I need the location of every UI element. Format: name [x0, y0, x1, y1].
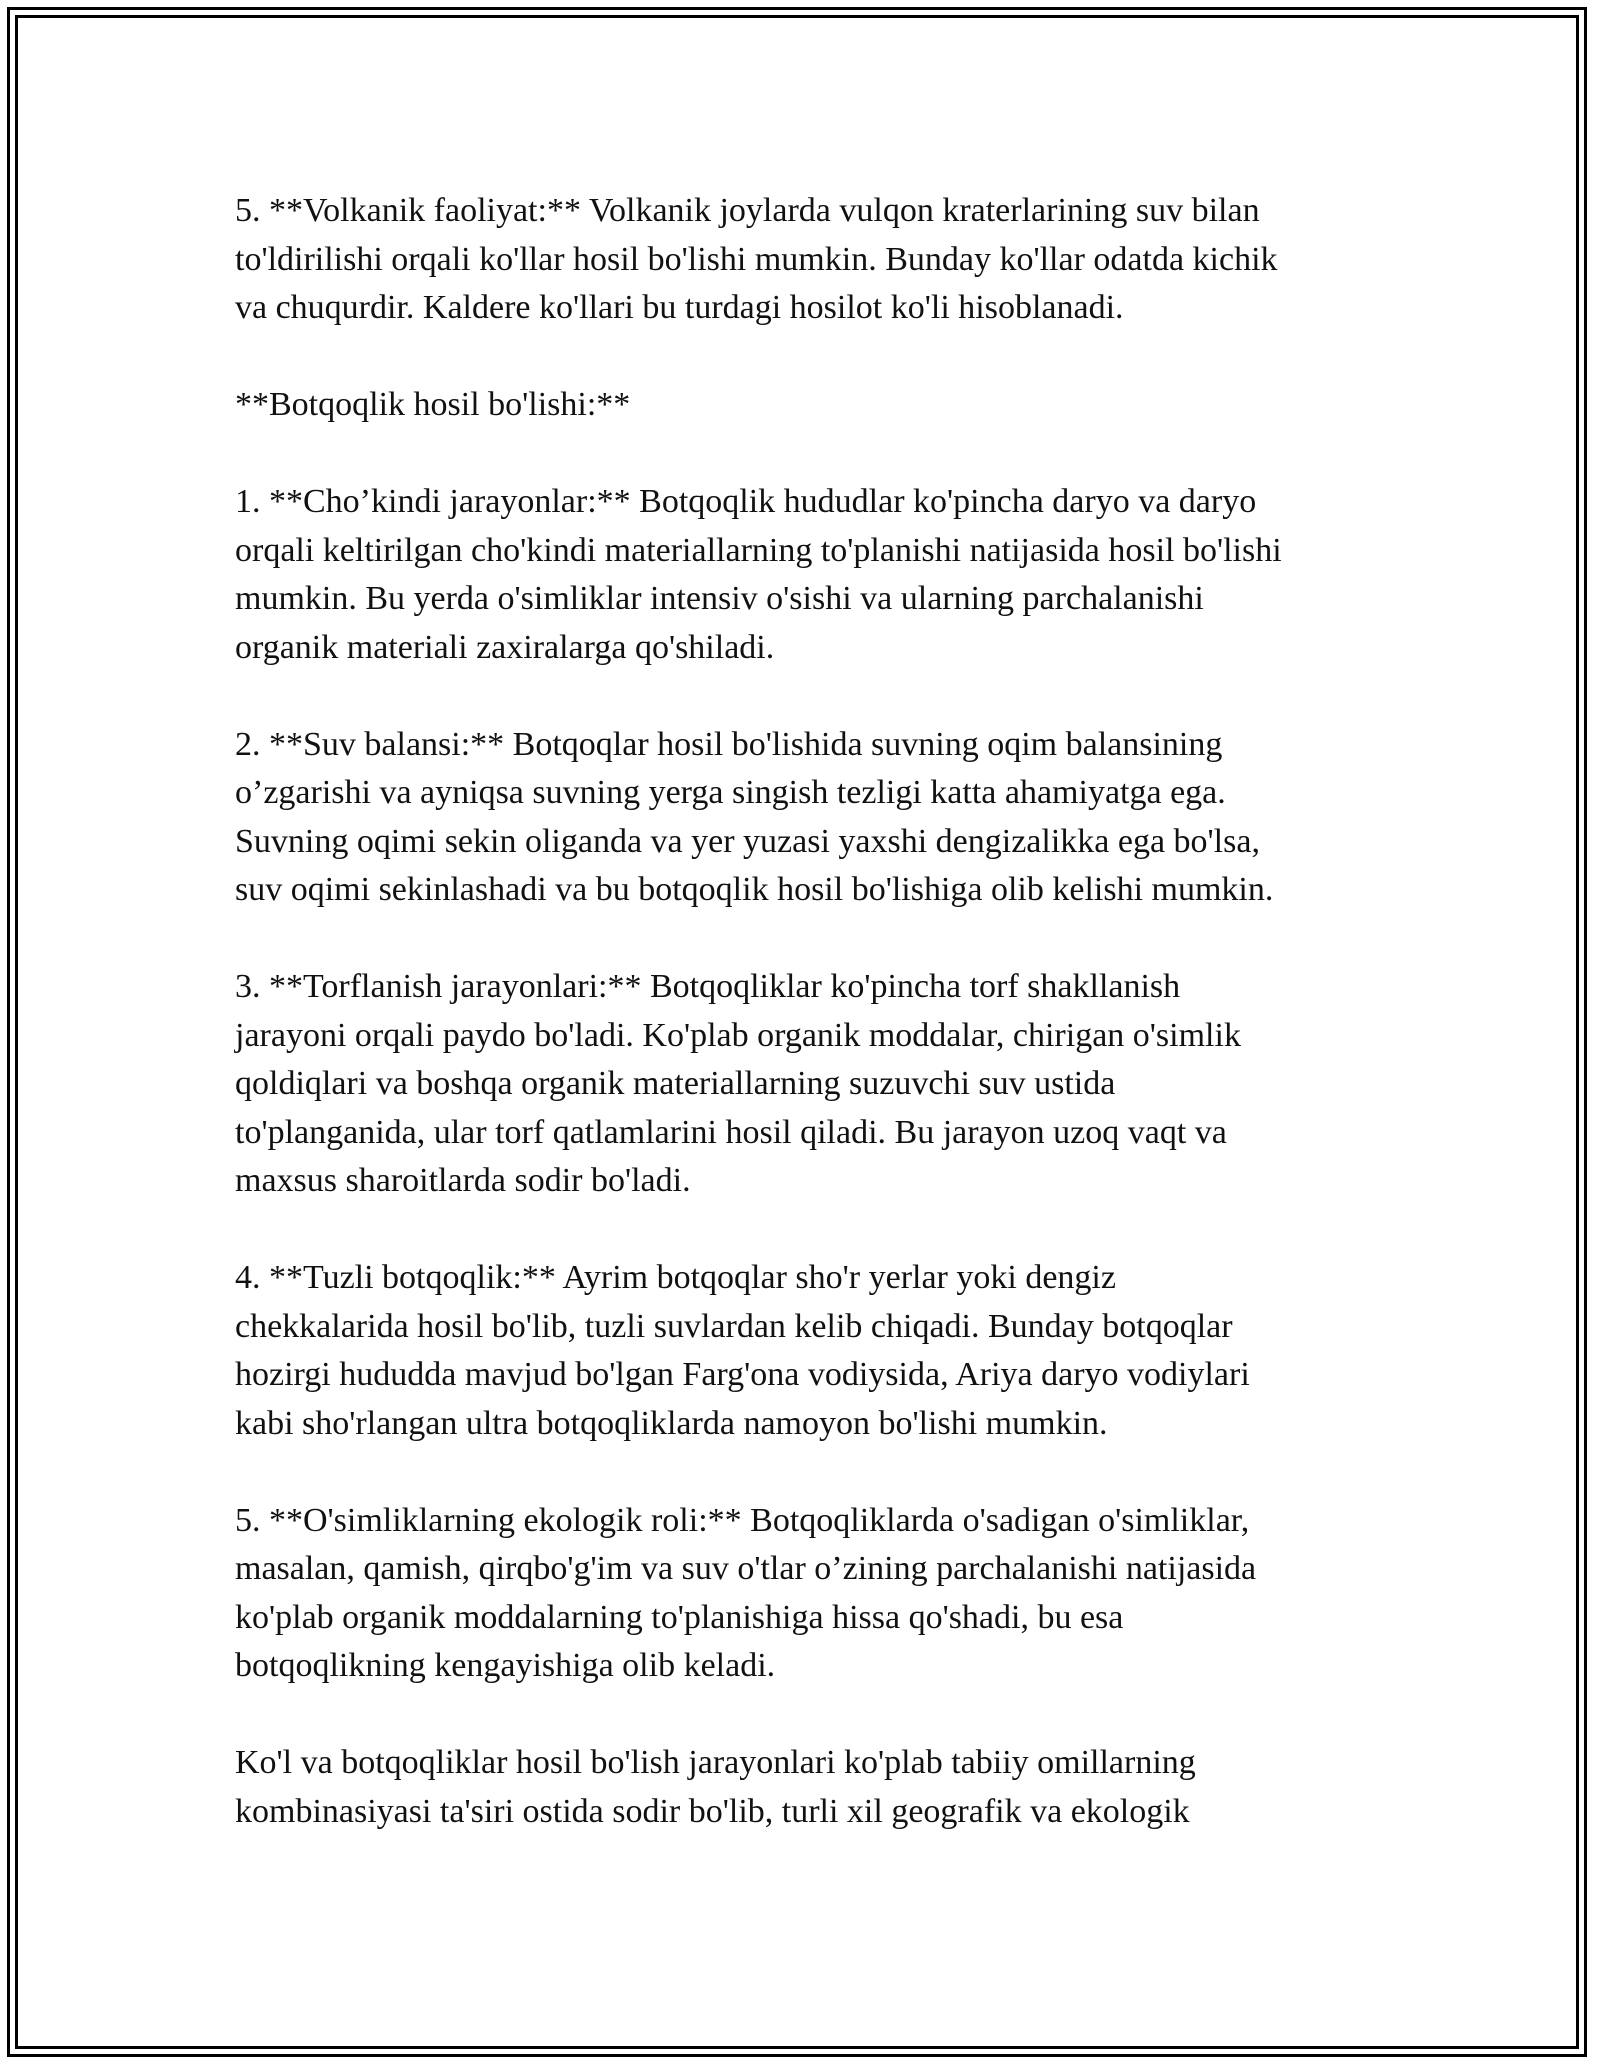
paragraph-plant-ecological-role: 5. **O'simliklarning ekologik roli:** Botqoqliklarda o'sadigan o'simliklar, masalan, qamish, qirqbo'g'im va suv o'tlar o’zining parchalanishi natijasida ko'plab organik moddalarning to'planishiga hissa qo'shadi, bu esa botqoqlikning kengayishiga olib keladi.: [235, 1501, 1257, 1684]
paragraph-volcanic-activity: 5. **Volkanik faoliyat:** Volkanik joylarda vulqon kraterlarining suv bilan to'ldirilishi orqali ko'llar hosil bo'lishi mumkin. Bunday ko'llar odatda kichik va chuqurdir. Kaldere ko'llari bu turdagi hosilot ko'li hisoblanadi.: [235, 192, 1278, 326]
section-heading-swamp-formation: **Botqoqlik hosil bo'lishi:**: [235, 386, 631, 423]
paragraph-peat-formation: 3. **Torflanish jarayonlari:** Botqoqliklar ko'pincha torf shakllanish jarayoni orqali paydo bo'ladi. Ko'plab organik moddalar, chirigan o'simlik qoldiqlari va boshqa organik materiallarning suzuvchi suv ustida to'planganida, ular torf qatlamlarini hosil qiladi. Bu jarayon uzoq vaqt va maxsus sharoitlarda sodir bo'ladi.: [235, 968, 1241, 1199]
paragraph-water-balance: 2. **Suv balansi:** Botqoqlar hosil bo'lishida suvning oqim balansining o’zgarishi va ayniqsa suvning yerga singish tezligi katta ahamiyatga ega. Suvning oqimi sekin oliganda va yer yuzasi yaxshi dengizalikka ega bo'lsa, suv oqimi sekinlashadi va bu botqoqlik hosil bo'lishiga olib kelishi mumkin.: [235, 725, 1274, 908]
document-body: [235, 187, 1385, 1836]
paragraph-saline-swamp: 4. **Tuzli botqoqlik:** Ayrim botqoqlar sho'r yerlar yoki dengiz chekkalarida hosil bo'lib, tuzli suvlardan kelib chiqadi. Bunday botqoqlar hozirgi hududda mavjud bo'lgan Farg'ona vodiysida, Ariya daryo vodiylari kabi sho'rlangan ultra botqoqliklarda namoyon bo'lishi mumkin.: [235, 1259, 1250, 1442]
paragraph-sedimentation: 1. **Cho’kindi jarayonlar:** Botqoqlik hududlar ko'pincha daryo va daryo orqali keltirilgan cho'kindi materiallarning to'planishi natijasida hosil bo'lishi mumkin. Bu yerda o'simliklar intensiv o'sishi va ularning parchalanishi organik materiali zaxiralarga qo'shiladi.: [235, 483, 1282, 666]
paragraph-conclusion: Ko'l va botqoqliklar hosil bo'lish jarayonlari ko'plab tabiiy omillarning kombinasiyasi ta'siri ostida sodir bo'lib, turli xil geografik va ekologik: [235, 1744, 1196, 1830]
